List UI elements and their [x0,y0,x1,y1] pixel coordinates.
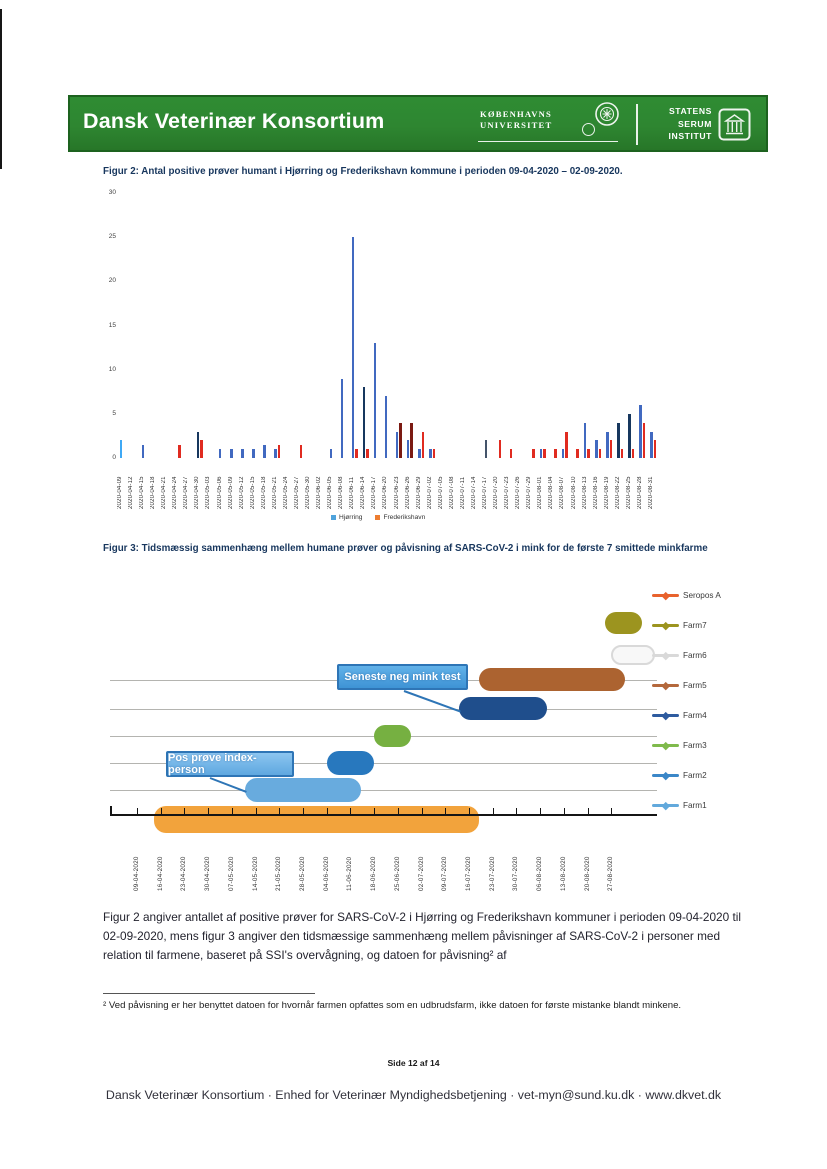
x-tick-label: 02-07-2020 [417,856,425,891]
y-tick-label: 5 [112,409,116,417]
timeline-bar-farm5 [479,668,625,691]
x-tick-label: 2020-06-17 [371,476,378,509]
legend-label: Farm3 [683,741,707,750]
legend-marker-icon [662,621,670,629]
x-axis-tick [540,808,541,814]
x-tick-label: 2020-06-08 [338,476,345,509]
legend-item-farm5 [652,681,707,690]
x-tick-label: 2020-05-30 [305,476,312,509]
x-axis-tick [137,808,138,814]
x-tick-label: 21-05-2020 [275,856,283,891]
institute-name-line3: INSTITUT [668,131,712,141]
x-axis-tick [256,808,257,814]
x-tick-label: 20-08-2020 [583,856,591,891]
timeline-bar-seroposa [154,806,479,833]
footnote-text: ² Ved påvisning er her benyttet datoen for hvornår farmen opfattes som en udbrudsfarm, ikke datoen for første mistanke blandt minkene. [103,1000,682,1011]
x-tick-label: 2020-06-26 [404,476,411,509]
legend-label: Farm2 [683,771,707,780]
institute-name-line2: SERUM [677,118,712,129]
x-tick-label: 2020-06-05 [327,476,334,509]
legend-line-icon [652,714,679,717]
x-tick-label: 06-08-2020 [536,856,544,891]
x-tick-label: 09-07-2020 [441,856,449,891]
x-tick-label: 30-04-2020 [204,856,212,891]
x-tick-label: 2020-05-27 [293,476,300,509]
x-tick-label: 2020-07-02 [426,476,433,509]
x-tick-label: 30-07-2020 [512,856,520,891]
x-tick-label: 2020-08-19 [603,476,610,509]
x-tick-label: 2020-06-11 [349,476,356,509]
x-axis-tick [161,808,162,814]
x-tick-label: 2020-05-06 [216,476,223,509]
footer-text: Dansk Veterinær Konsortium · Enhed for Veterinær Myndighedsbetjening · vet-myn@sund.ku.dk · www.dkvet.dk [105,1088,722,1102]
x-axis-line [110,814,657,816]
row-gridline [110,790,657,791]
y-tick-label: 0 [112,454,116,461]
x-tick-label: 2020-04-18 [150,476,157,509]
x-axis-tick [398,808,399,814]
legend-line-icon [652,804,679,807]
x-tick-label: 2020-04-09 [117,476,123,509]
timeline-bar-farm2 [327,751,374,775]
legend-line-icon [652,594,679,597]
x-tick-label: 2020-07-05 [437,476,444,509]
x-tick-label: 2020-05-09 [227,476,234,509]
legend-item-farm6 [652,651,707,660]
x-tick-label: 16-04-2020 [156,856,164,891]
timeline-bar-farm7 [605,612,642,634]
x-tick-label: 23-07-2020 [488,856,496,891]
footnote-separator [103,993,315,994]
x-tick-label: 2020-08-13 [581,476,588,509]
legend-label: Farm7 [683,621,707,630]
x-axis-tick [469,808,470,814]
legend-item-farm1 [652,801,707,810]
body-paragraph: Figur 2 angiver antallet af positive prøver for SARS-CoV-2 i Hjørring og Frederikshavn kommuner i perioden 09-04-2020 til 02-09-2020, mens figur 3 angiver den tidsmæssige sammenhæng mellem påvisninger af SARS-CoV-2 i personer med relation til farmene, baseret på SSI's overvågning, og datoen for påvisning² af [103,910,741,963]
figure2-caption: Figur 2: Antal positive prøver humant i Hjørring og Frederikshavn kommune i perioden 09-04-2020 – 02-09-2020. [103,166,623,177]
x-tick-label: 2020-07-11 [459,476,466,509]
x-tick-label: 13-08-2020 [559,856,567,891]
x-axis-tick [350,808,351,814]
legend-marker-icon [662,801,670,809]
x-tick-label: 2020-08-22 [614,476,621,509]
timeline-bar-farm4 [459,697,547,720]
legend-item-farm3 [652,741,707,750]
x-tick-label: 04-06-2020 [322,856,330,891]
x-axis-tick [588,808,589,814]
page-number: Side 12 af 14 [387,1058,440,1068]
x-tick-label: 09-04-2020 [133,856,140,891]
legend-line-icon [652,624,679,627]
annotation-box-pos-index-person: Pos prøve index-person [166,751,294,777]
x-axis-tick [327,808,328,814]
x-tick-label: 2020-06-20 [382,476,389,509]
annotation-box-neg-mink-test: Seneste neg mink test [337,664,468,690]
x-tick-label: 2020-07-17 [482,476,489,509]
y-tick-label: 20 [108,277,116,285]
legend-item-farm2 [652,771,707,780]
legend-marker-icon [662,711,670,719]
y-tick-label: 10 [108,365,116,373]
x-tick-label: 2020-07-26 [515,476,522,509]
y-tick-label: 25 [108,233,116,241]
x-axis-tick [516,808,517,814]
x-tick-label: 2020-08-25 [625,476,632,509]
x-tick-label: 2020-05-18 [260,476,267,509]
x-tick-label: 2020-06-29 [415,476,422,509]
x-tick-label: 27-08-2020 [607,856,615,891]
legend-line-icon [652,684,679,687]
x-tick-label: 2020-05-12 [238,476,245,509]
x-tick-label: 2020-08-07 [559,476,566,509]
x-tick-label: 2020-07-29 [526,476,533,509]
x-axis-tick [422,808,423,814]
x-tick-label: 2020-04-27 [183,476,190,509]
x-axis-tick [279,808,280,814]
legend-label: Seropos A [683,591,721,600]
y-tick-label: 15 [108,321,116,329]
x-tick-label: 28-05-2020 [298,856,306,891]
x-tick-label: 2020-08-16 [592,476,599,509]
x-tick-label: 2020-08-31 [647,476,654,509]
x-tick-label: 2020-05-03 [205,476,212,509]
x-tick-label: 2020-06-02 [316,476,323,509]
x-tick-label: 2020-06-14 [360,476,367,509]
legend-item-farm4 [652,711,707,720]
x-tick-label: 2020-04-24 [172,476,179,509]
legend-label: Farm6 [683,651,707,660]
x-tick-label: 2020-05-21 [271,476,278,509]
x-tick-label: 2020-08-01 [537,476,544,509]
x-tick-label: 25-06-2020 [393,856,401,891]
x-tick-label: 18-06-2020 [370,856,378,891]
x-axis-tick [493,808,494,814]
x-tick-label: 2020-07-20 [493,476,500,509]
institute-name-line1: STATENS [668,106,712,116]
x-tick-label: 2020-05-24 [282,476,289,509]
x-axis-tick [303,808,304,814]
x-axis-tick [445,808,446,814]
legend-item-farm7 [652,621,707,630]
x-tick-label: 2020-08-10 [570,476,577,509]
legend-marker-icon [662,651,670,659]
legend-line-icon [652,654,679,657]
legend-label: Hjørring [339,514,363,521]
x-tick-label: 14-05-2020 [251,856,259,891]
x-tick-label: 23-04-2020 [180,856,188,891]
y-tick-label: 30 [108,189,116,196]
x-axis-tick [611,808,612,814]
x-tick-label: 2020-04-30 [194,476,201,509]
x-axis-end-tick [110,806,112,814]
row-gridline [110,709,657,710]
legend-marker-icon [662,591,670,599]
x-tick-label: 2020-04-12 [128,476,135,509]
legend-item-seroposa [652,591,721,600]
timeline-bar-farm6 [611,645,655,665]
legend-label: Frederikshavn [383,514,426,521]
legend-label: Farm1 [683,801,707,810]
x-axis-tick [184,808,185,814]
university-name-line1: KØBENHAVNS [480,109,553,119]
x-tick-label: 2020-08-04 [548,476,555,509]
x-axis-tick [564,808,565,814]
legend-marker-icon [662,741,670,749]
x-tick-label: 2020-07-14 [470,476,477,509]
legend-label: Farm4 [683,711,707,720]
figure3-caption: Figur 3: Tidsmæssig sammenhæng mellem humane prøver og påvisning af SARS-CoV-2 i mink for de første 7 smittede minkfarme [103,543,708,554]
x-tick-label: 2020-04-21 [161,476,168,509]
x-axis-tick [232,808,233,814]
x-tick-label: 2020-07-23 [504,476,511,509]
x-tick-label: 2020-04-15 [139,476,146,509]
university-name-line2: UNIVERSITET [480,120,553,130]
x-tick-label: 2020-08-28 [636,476,643,509]
legend-marker-icon [662,771,670,779]
x-axis-tick [374,808,375,814]
x-tick-label: 2020-07-08 [448,476,455,509]
timeline-bar-farm1 [245,778,360,802]
legend-marker-icon [662,681,670,689]
timeline-bar-farm3 [374,725,411,747]
brand-title: Dansk Veterinær Konsortium [83,109,385,133]
legend-line-icon [652,774,679,777]
x-tick-label: 11-06-2020 [346,856,354,891]
legend-label: Farm5 [683,681,707,690]
x-tick-label: 2020-05-15 [249,476,256,509]
x-tick-label: 07-05-2020 [227,856,235,891]
x-axis-tick [208,808,209,814]
x-tick-label: 16-07-2020 [464,856,472,891]
x-tick-label: 2020-06-23 [393,476,400,509]
legend-line-icon [652,744,679,747]
